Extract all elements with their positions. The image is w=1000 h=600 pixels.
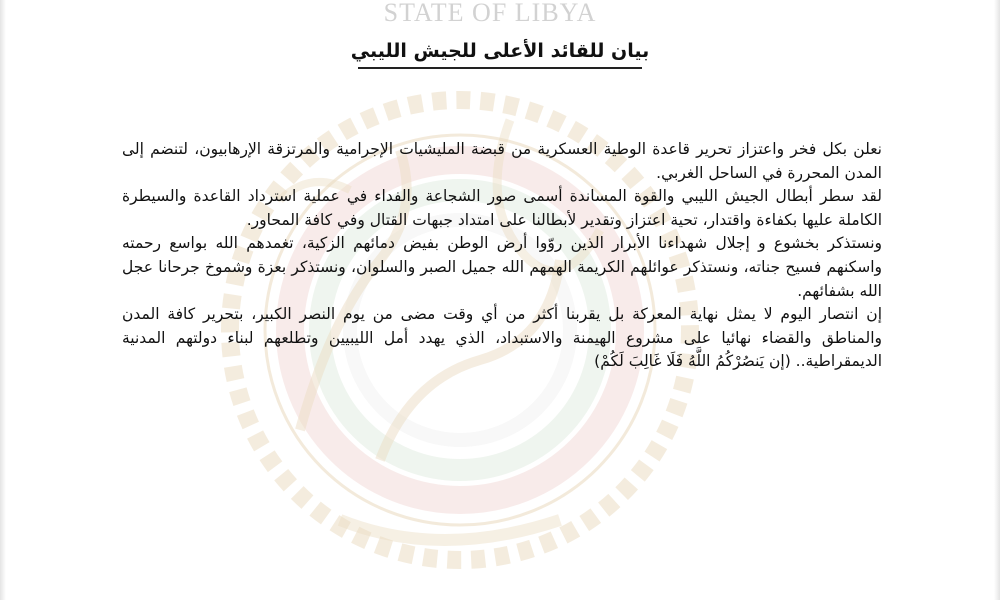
left-edge-shadow [0, 0, 6, 600]
paragraph-2: لقد سطر أبطال الجيش الليبي والقوة المساندة أسمى صور الشجاعة والفداء في عملية استرداد القاعدة والسيطرة الكاملة عليها بكفاءة واقتدار، تحية اعتزاز وتقدير لأبطالنا على امتداد جبهات القتال وفي كافة المحاور. [122, 187, 882, 229]
paragraph-1: نعلن بكل فخر واعتزاز تحرير قاعدة الوطية العسكرية من قبضة المليشيات الإجرامية والمرتزقة الإرهابيون، لتنضم إلى المدن المحررة في الساحل الغربي. [122, 140, 882, 182]
title-underline [358, 67, 642, 69]
document-body [122, 138, 882, 374]
document-title: بيان للقائد الأعلى للجيش الليبي [350, 40, 650, 62]
paragraph-3: ونستذكر بخشوع و إجلال شهداءنا الأبرار الذين روّوا أرض الوطن بفيض دمائهم الزكية، تغمدهم الله بواسع رحمته واسكنهم فسيح جناته، ونستذكر عوائلهم الكريمة الهمهم الله جميل الصبر والسلوان، ونستذكر بعزة وشموخ جرحانا عجل الله بشفائهم. [122, 234, 882, 300]
watermark-header-text: STATE OF LIBYA [383, 0, 597, 27]
right-edge-shadow [994, 0, 1000, 600]
paragraph-4: إن انتصار اليوم لا يمثل نهاية المعركة بل يقربنا أكثر من أي وقت مضى من يوم النصر الكبير، بتحرير كافة المدن والمناطق والقضاء نهائيا على مشروع الهيمنة والاستبداد، الذي يهدد أمل الليبيين وتطلعهم لبناء دولتهم المدنية الديمقراطية.. (إن يَنصُرْكُمُ اللَّهُ فَلَا غَالِبَ لَكُمْ) [122, 305, 882, 371]
